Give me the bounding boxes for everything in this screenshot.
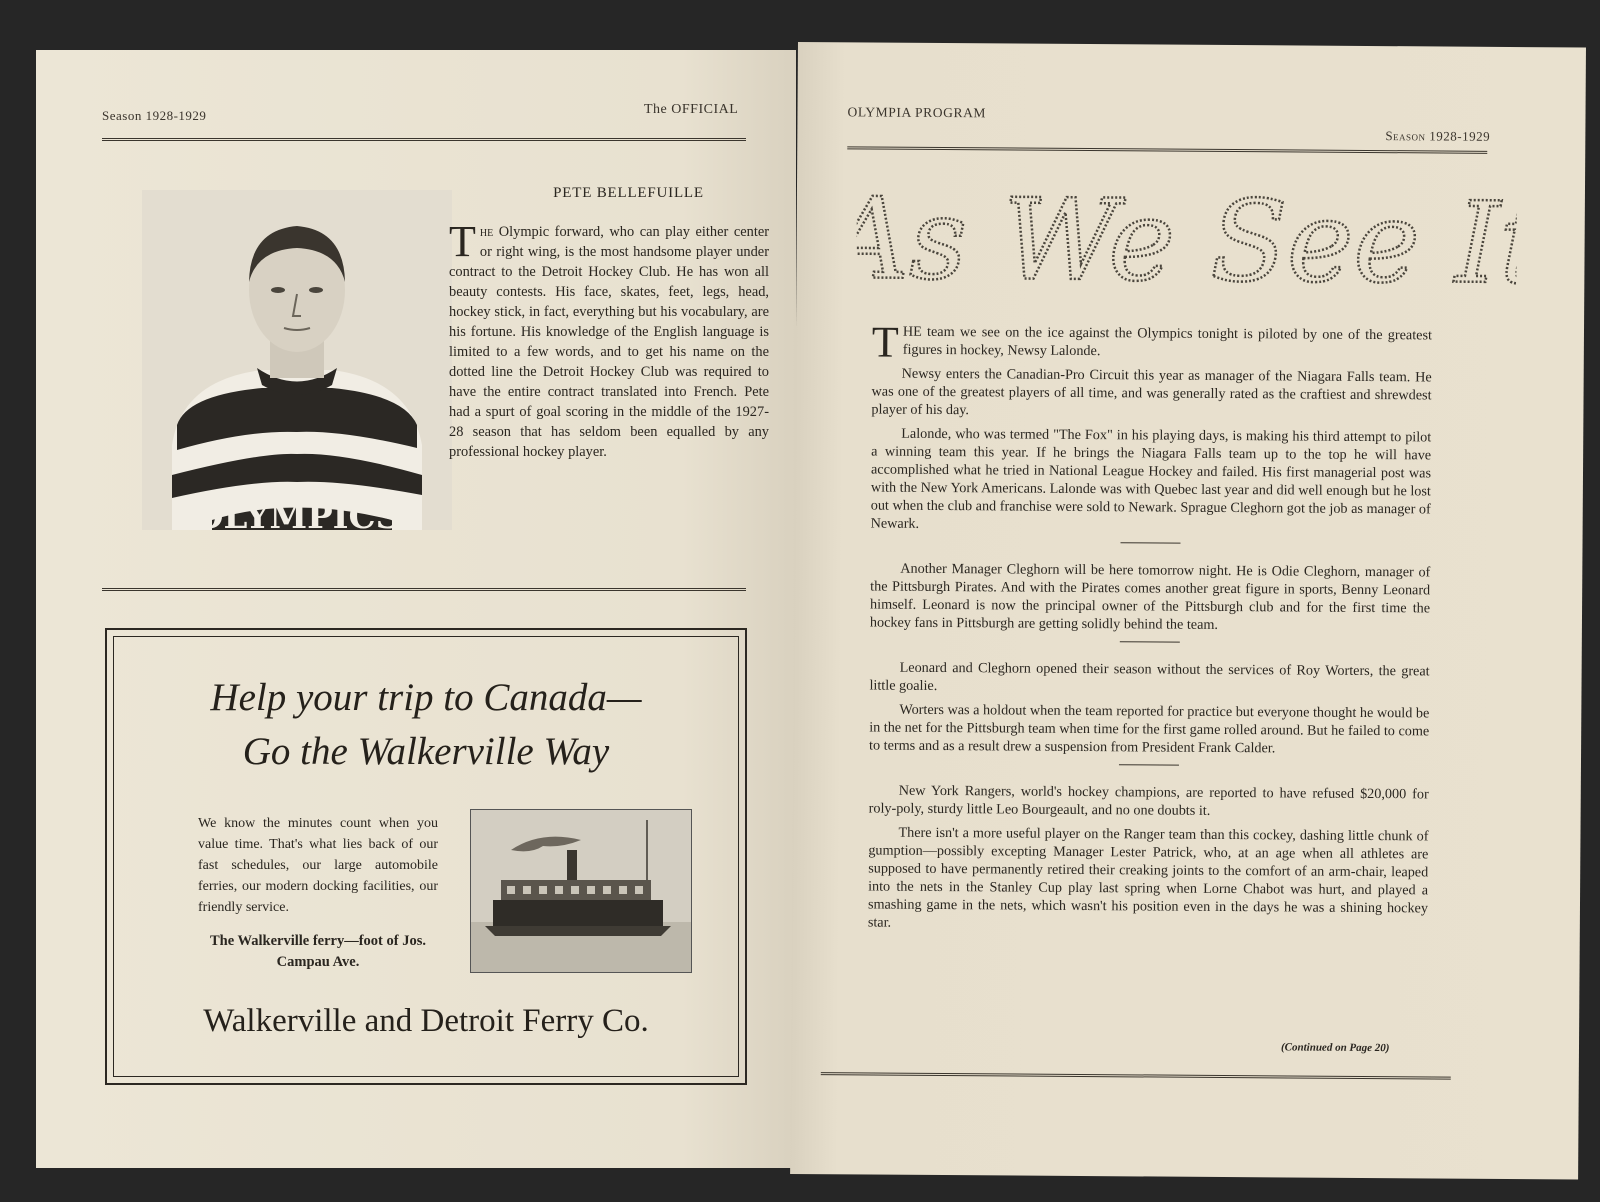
paragraph-2: Newsy enters the Canadian-Pro Circuit this year as manager of the Niagara Falls team. He was one of the greatest players of all time, and was generally rated as the craftiest and shrewdest player of his day.	[871, 365, 1432, 419]
continued-note: (Continued on Page 20)	[1280, 1041, 1390, 1055]
separator-3	[1119, 764, 1179, 765]
official-header: The OFFICIAL	[644, 102, 739, 117]
paragraph-1: HE team we see on the ice against the Olympics tonight is piloted by one of the greatest figures in hockey, Newsy Lalonde.	[902, 323, 1433, 360]
ad-inner-border	[113, 636, 739, 1077]
paragraph-6: Worters was a holdout when the team reported for practice but everyone thought he would be in the net for the Pittsburgh team when time for the first game rolled around. But he failed to come to terms and as a result drew a suspension from President Frank Calder.	[869, 701, 1430, 757]
olympia-program-header: OLYMPIA PROGRAM	[847, 104, 987, 121]
paragraph-7: New York Rangers, world's hockey champions, are reported to have refused $20,000 for roly-poly, sturdy little Leo Bourgeault, and no one doubts it.	[868, 782, 1429, 819]
ad-company-name: Walkerville and Detroit Ferry Co.	[203, 1003, 649, 1039]
article-body	[867, 317, 1433, 942]
player-photo	[142, 190, 452, 530]
season-header-right: Season 1928-1929	[1385, 128, 1491, 144]
paragraph-4: Another Manager Cleghorn will be here tomorrow night. He is Odie Cleghorn, manager of the Pittsburgh Pirates. And with the Pirates comes another great figure in sports, Benny Leonard himself. Leonard is now the principal owner of the Pittsburgh club and for the first time the hockey fans in Pittsburgh are getting solidly behind the team.	[869, 560, 1431, 633]
article-dropcap: T	[871, 317, 899, 367]
ad-body: We know the minutes count when you value time. That's what lies back of our fast schedules, our large automobile ferries, our modern docking facilities, our friendly service.	[198, 816, 438, 915]
bio-smallcaps: he	[479, 224, 494, 240]
article-paragraph	[871, 317, 1433, 367]
right-page	[790, 42, 1586, 1179]
paragraph-3: Lalonde, who was termed "The Fox" in his playing days, is making his third attempt to pilot a winning team this year. If he brings the Niagara Falls team up to the top he will have accomplished what he tried in National League Hockey and failed. His first managerial post was with the New York Americans. Lalonde was with Quebec last year and did well enough but he lost out when the club and franchise were sold to Newark. Sprague Cleghorn got the job as manager of Newark.	[870, 425, 1432, 532]
bio-dropcap: T	[449, 217, 476, 266]
season-header: Season 1928-1929	[102, 108, 207, 123]
ad-headline-line2: Go the Walkerville Way	[242, 730, 610, 773]
paragraph-8: There isn't a more useful player on the Ranger team than this cockey, dashing little chunk of gumption—possibly excepting Manager Lester Patrick, who, at an age when all athletes are supposed to have permanently retired their creaking joints to the comfort of an arm-chair, leaped into the nets in the Stanley Cup play last spring when Lorne Chabot was hurt, and played a smashing game in the nets, which wasn't his position even in the days he was a shining hockey star.	[867, 824, 1429, 931]
header-rule-right	[847, 146, 1487, 153]
separator-2	[1120, 641, 1180, 642]
paragraph-5: Leonard and Cleghorn opened their season without the services of Roy Worters, the great little goalie.	[869, 659, 1430, 694]
player-bio	[449, 217, 769, 462]
ad-headline-line1: Help your trip to Canada—	[210, 676, 642, 719]
jersey-lettering: OLYMPICS	[193, 497, 401, 530]
ferry-photo	[470, 809, 692, 973]
footer-rule-right	[821, 1072, 1451, 1079]
script-title-text: As We See It	[856, 174, 1518, 310]
ad-headline	[114, 671, 738, 779]
ad-location: The Walkerville ferry—foot of Jos. Campau Ave.	[210, 933, 426, 970]
ferry-advertisement	[105, 628, 747, 1085]
article-title	[856, 157, 1517, 312]
left-page	[36, 50, 796, 1168]
header-rule	[102, 138, 746, 141]
section-rule	[102, 588, 746, 591]
bio-text: Olympic forward, who can play either center or right wing, is the most handsome player under contract to the Detroit Hockey Club. He has won all beauty contests. His face, skates, feet, legs, head, hockey stick, in fact, everything but his vocabulary, are his fortune. His knowledge of the English language is limited to a few words, and to get his name on the dotted line the Detroit Hockey Club was required to have the entire contract translated into French. Pete had a spurt of goal scoring in the middle of the 1927-28 season that has seldom been equalled by any professional hockey player.	[449, 224, 769, 460]
separator-1	[1121, 542, 1181, 543]
player-name: PETE BELLEFUILLE	[553, 185, 704, 201]
